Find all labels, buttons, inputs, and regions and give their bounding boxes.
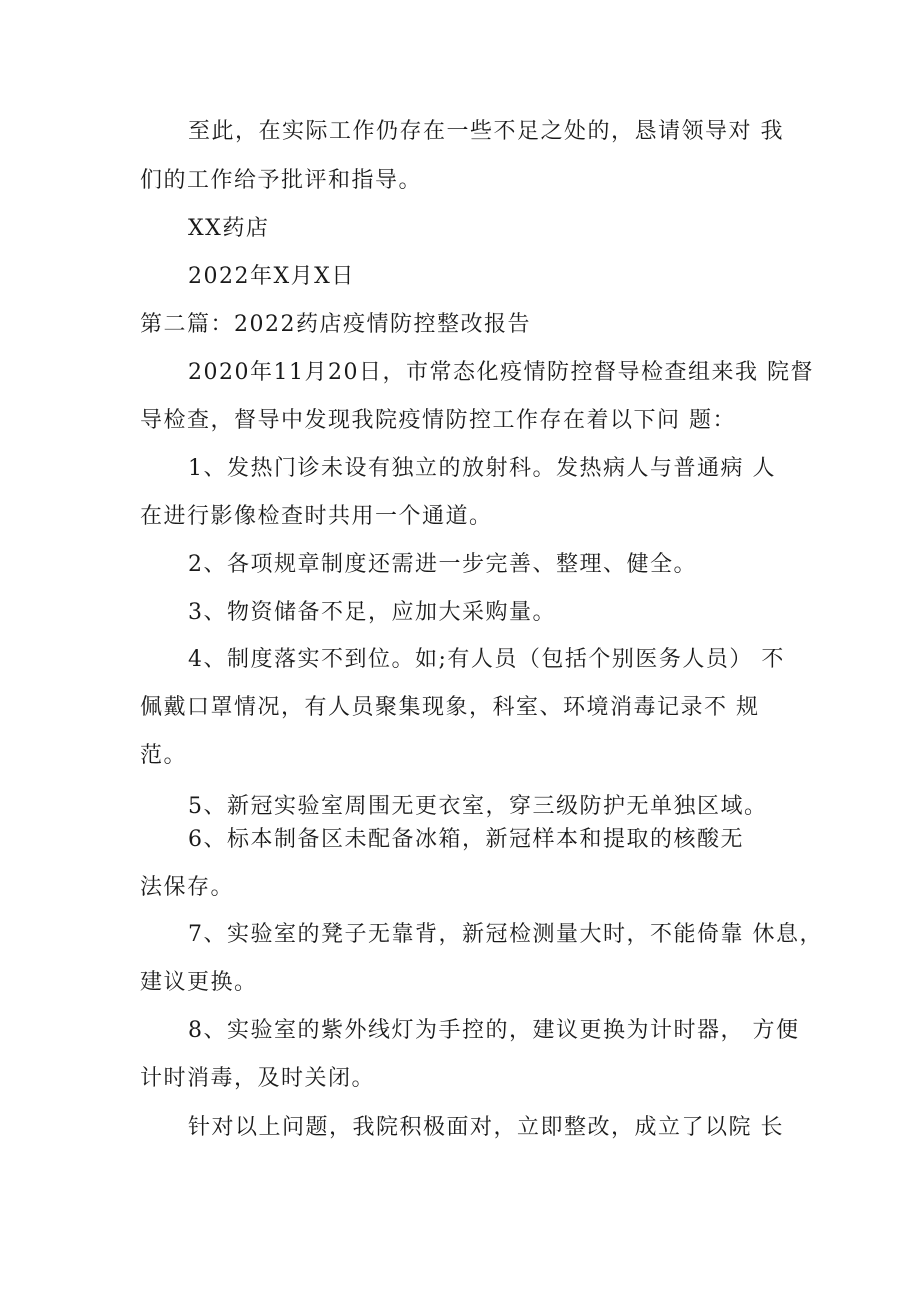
issue-6-line-2: 法保存。 <box>140 875 235 900</box>
paragraph-closing-line-2: 们的工作给予批评和指导。 <box>140 168 423 193</box>
issue-7-line-2: 建议更换。 <box>140 970 258 995</box>
issue-4-line-2: 佩戴口罩情况，有人员聚集现象，科室、环境消毒记录不 规 <box>140 695 760 720</box>
response-line-1: 针对以上问题，我院积极面对，立即整改，成立了以院 长 <box>188 1115 784 1140</box>
issue-8-line-1: 8、实验室的紫外线灯为手控的，建议更换为计时器， 方便 <box>188 1018 800 1043</box>
section-heading: 第二篇：2022药店疫情防控整改报告 <box>140 312 531 337</box>
issue-1-line-2: 在进行影像检查时共用一个通道。 <box>140 504 493 529</box>
issue-2: 2、各项规章制度还需进一步完善、整理、健全。 <box>188 552 697 577</box>
issue-4-line-1: 4、制度落实不到位。如;有人员（包括个别医务人员） 不 <box>188 647 785 672</box>
issue-6-line-1: 6、标本制备区未配备冰箱，新冠样本和提取的核酸无 <box>188 827 744 852</box>
intro-line-2: 导检查，督导中发现我院疫情防控工作存在着以下问 题： <box>140 408 736 433</box>
signature-organization: XX药店 <box>188 216 270 241</box>
signature-date: 2022年X月X日 <box>188 264 355 289</box>
issue-3: 3、物资储备不足，应加大采购量。 <box>188 600 556 625</box>
issue-5: 5、新冠实验室周围无更衣室，穿三级防护无单独区域。 <box>188 794 768 819</box>
issue-1-line-1: 1、发热门诊未设有独立的放射科。发热病人与普通病 人 <box>188 456 776 481</box>
issue-7-line-1: 7、实验室的凳子无靠背，新冠检测量大时，不能倚靠 休息， <box>188 922 823 947</box>
paragraph-closing-line-1: 至此，在实际工作仍存在一些不足之处的，恳请领导对 我 <box>188 119 784 144</box>
intro-line-1: 2020年11月20日，市常态化疫情防控督导检查组来我 院督 <box>188 360 814 385</box>
issue-4-line-3: 范。 <box>140 743 188 768</box>
issue-8-line-2: 计时消毒，及时关闭。 <box>140 1066 376 1091</box>
